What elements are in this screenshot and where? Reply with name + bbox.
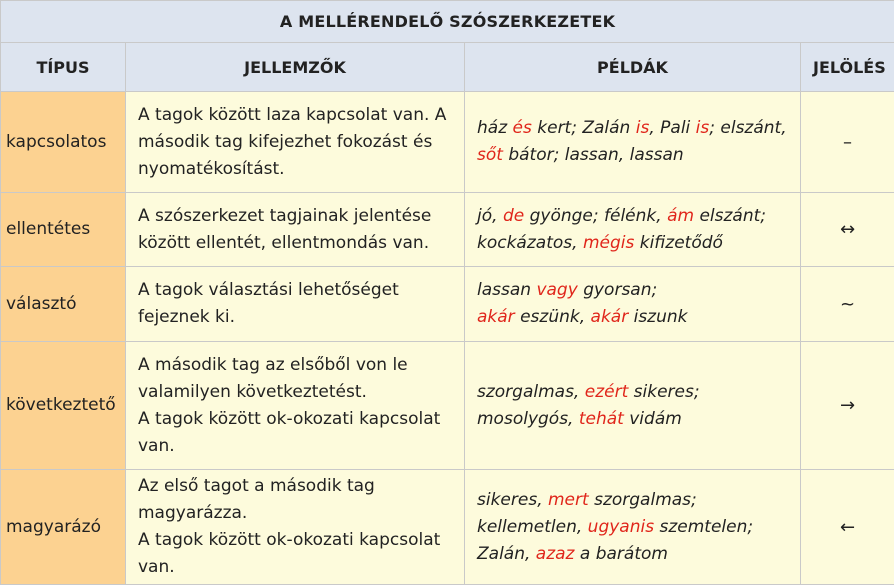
conjunction: akár	[477, 307, 515, 327]
example-line	[477, 230, 788, 257]
conjunction: ezért	[584, 381, 629, 402]
example-text: szorgalmas,	[477, 381, 585, 402]
description-line: A tagok között laza kapcsolat van. A	[138, 104, 447, 125]
example-text: gyorsan;	[577, 280, 658, 300]
row-mark: ←	[801, 470, 894, 585]
conjunction: is	[635, 118, 650, 138]
example-text: eszünk,	[514, 307, 591, 327]
table-row	[1, 193, 894, 267]
description-line: A szószerkezet tagjainak jelentése	[138, 205, 432, 226]
row-examples	[465, 267, 801, 342]
example-text: ház	[477, 118, 513, 138]
example-line	[477, 142, 788, 169]
example-line	[477, 487, 788, 514]
row-type: kapcsolatos	[1, 92, 126, 193]
row-description	[126, 470, 465, 585]
description-line: között ellentét, ellentmondás van.	[138, 232, 430, 253]
description-line: második tag kifejezhet fokozást és	[138, 131, 433, 152]
table-row	[1, 267, 894, 342]
row-type: magyarázó	[1, 470, 126, 585]
description-line: A tagok választási lehetőséget	[138, 280, 399, 300]
example-text: sikeres,	[477, 489, 548, 510]
example-text: iszunk	[628, 307, 688, 327]
description-line: magyarázza.	[138, 503, 248, 523]
conjunction: akár	[590, 307, 629, 327]
row-mark: ↔	[801, 193, 894, 267]
example-text: , Pali	[649, 118, 696, 138]
description-line: Az első tagot a második tag	[138, 476, 375, 496]
conjunction: is	[695, 118, 710, 138]
row-description	[126, 193, 465, 267]
example-line	[477, 115, 788, 142]
conjunction: de	[502, 205, 525, 226]
row-examples	[465, 92, 801, 193]
row-description	[126, 342, 465, 470]
conjunction: tehát	[578, 408, 624, 429]
conjunction: mert	[548, 489, 589, 510]
conjunction: azaz	[535, 543, 575, 564]
example-text: jó,	[477, 205, 503, 226]
table-title: A MELLÉRENDELŐ SZÓSZERKEZETEK	[1, 1, 894, 43]
description-line: nyomatékosítást.	[138, 158, 285, 179]
table-row	[1, 342, 894, 470]
row-mark: →	[801, 342, 894, 470]
example-text: elszánt;	[694, 205, 766, 226]
conjunction: vagy	[536, 280, 578, 300]
row-description	[126, 267, 465, 342]
example-text: szemtelen;	[654, 516, 754, 537]
example-text: kert; Zalán	[531, 118, 636, 138]
row-type: választó	[1, 267, 126, 342]
row-examples	[465, 342, 801, 470]
row-type: következtető	[1, 342, 126, 470]
row-examples	[465, 470, 801, 585]
example-text: kellemetlen,	[477, 516, 588, 537]
example-text: bátor; lassan, lassan	[502, 145, 684, 165]
description-line: A tagok között ok-okozati kapcsolat	[138, 408, 441, 429]
example-text: a barátom	[574, 543, 668, 564]
example-text: gyönge; félénk,	[524, 205, 668, 226]
description-line: valamilyen következtetést.	[138, 381, 367, 402]
example-text: ; elszánt,	[709, 118, 787, 138]
example-line	[477, 277, 788, 304]
example-text: kifizetődő	[634, 232, 723, 253]
table-body	[1, 92, 894, 585]
row-type: ellentétes	[1, 193, 126, 267]
example-text: vidám	[623, 408, 682, 429]
table-row	[1, 92, 894, 193]
description-line: van.	[138, 557, 175, 577]
example-text: lassan	[477, 280, 537, 300]
row-mark: ~	[801, 267, 894, 342]
conjunction: sőt	[477, 145, 503, 165]
example-text: kockázatos,	[477, 232, 583, 253]
example-text: sikeres;	[628, 381, 700, 402]
header-mark: JELÖLÉS	[801, 43, 894, 92]
example-line	[477, 304, 788, 331]
conjunction: ám	[667, 205, 695, 226]
row-examples	[465, 193, 801, 267]
description-line: fejeznek ki.	[138, 307, 236, 327]
example-line	[477, 514, 788, 541]
example-text: szorgalmas;	[588, 489, 697, 510]
conjunction: ugyanis	[587, 516, 655, 537]
description-line: A második tag az elsőből von le	[138, 354, 408, 375]
example-line	[477, 406, 788, 433]
example-line	[477, 541, 788, 568]
header-examples: PÉLDÁK	[465, 43, 801, 92]
example-line	[477, 379, 788, 406]
description-line: van.	[138, 435, 175, 456]
header-type: TÍPUS	[1, 43, 126, 92]
row-mark: –	[801, 92, 894, 193]
example-text: Zalán,	[477, 543, 536, 564]
table-row	[1, 470, 894, 585]
header-desc: JELLEMZŐK	[126, 43, 465, 92]
conjunction: mégis	[582, 232, 635, 253]
conjunction: és	[512, 118, 532, 138]
example-text: mosolygós,	[477, 408, 579, 429]
row-description	[126, 92, 465, 193]
description-line: A tagok között ok-okozati kapcsolat	[138, 530, 441, 550]
example-line	[477, 203, 788, 230]
